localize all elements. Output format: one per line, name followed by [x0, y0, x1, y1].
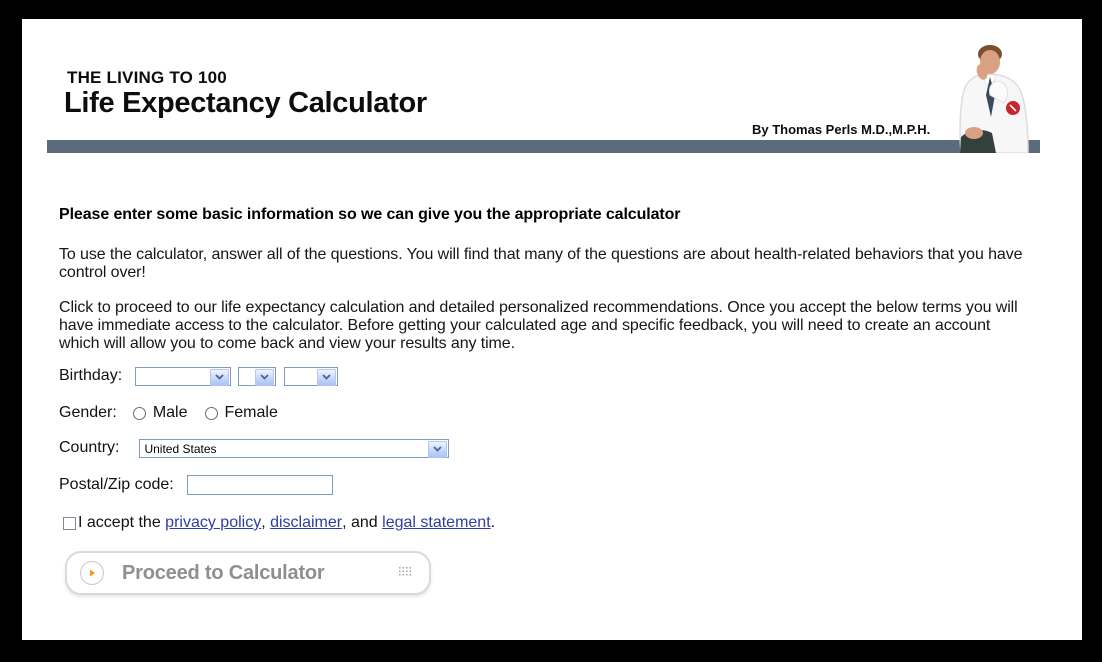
birthday-row [59, 365, 338, 387]
postal-input[interactable] [187, 475, 333, 495]
chevron-down-icon [317, 369, 336, 386]
gender-female-radio[interactable] [205, 407, 218, 420]
proceed-to-calculator-button[interactable] [65, 551, 431, 595]
gender-male-radio[interactable] [133, 407, 146, 420]
accept-terms-row [63, 512, 495, 534]
chevron-down-icon [428, 441, 447, 458]
proceed-button-label: Proceed to Calculator [122, 561, 325, 584]
intro-paragraph-1: To use the calculator, answer all of the questions. You will find that many of the questions are about health-related behaviors that you have control over! [59, 246, 1023, 281]
country-label: Country: [59, 439, 120, 456]
legal-statement-link[interactable]: legal statement [382, 514, 491, 531]
country-row [59, 437, 449, 459]
gender-label: Gender: [59, 404, 117, 421]
page [22, 19, 1082, 640]
chevron-down-icon [255, 369, 274, 386]
birthday-month-select[interactable] [135, 367, 231, 386]
accept-terms-checkbox[interactable] [63, 517, 76, 530]
author-byline: By Thomas Perls M.D.,M.P.H. [752, 122, 931, 137]
form-intro-heading: Please enter some basic information so we can give you the appropriate calculator [59, 206, 681, 223]
site-pretitle: THE LIVING TO 100 [67, 68, 227, 87]
country-selected-value: United States [144, 441, 217, 456]
page-title: Life Expectancy Calculator [64, 87, 427, 119]
gender-female-label: Female [224, 404, 278, 421]
intro-paragraph-2: Click to proceed to our life expectancy calculation and detailed personalized recommendations. Once you accept the below terms you will have immediate access to the calculator. Before getting your calculated age and specific feedback, you will need to create an account which will allow you to come back and view your results any time. [59, 299, 1018, 352]
postal-row [59, 473, 333, 497]
birthday-label: Birthday: [59, 367, 123, 384]
gender-male-label: Male [152, 404, 188, 421]
accept-prefix: I accept the [78, 514, 166, 531]
postal-label: Postal/Zip code: [59, 476, 174, 493]
disclaimer-link[interactable]: disclaimer [270, 514, 343, 531]
privacy-policy-link[interactable]: privacy policy [165, 514, 262, 531]
doctor-photo [938, 43, 1032, 153]
country-select[interactable] [139, 439, 449, 458]
go-arrow-icon [80, 561, 104, 585]
birthday-year-select[interactable] [284, 367, 338, 386]
accept-sep1: , [261, 514, 271, 531]
accept-sep2: , and [342, 514, 383, 531]
doctor-photo-illustration [938, 43, 1032, 153]
birthday-day-select[interactable] [238, 367, 276, 386]
gender-row [59, 402, 278, 424]
accept-suffix: . [490, 514, 496, 531]
grid-dots-icon [399, 564, 412, 582]
chevron-down-icon [210, 369, 229, 386]
header-divider-bar [47, 140, 1040, 153]
